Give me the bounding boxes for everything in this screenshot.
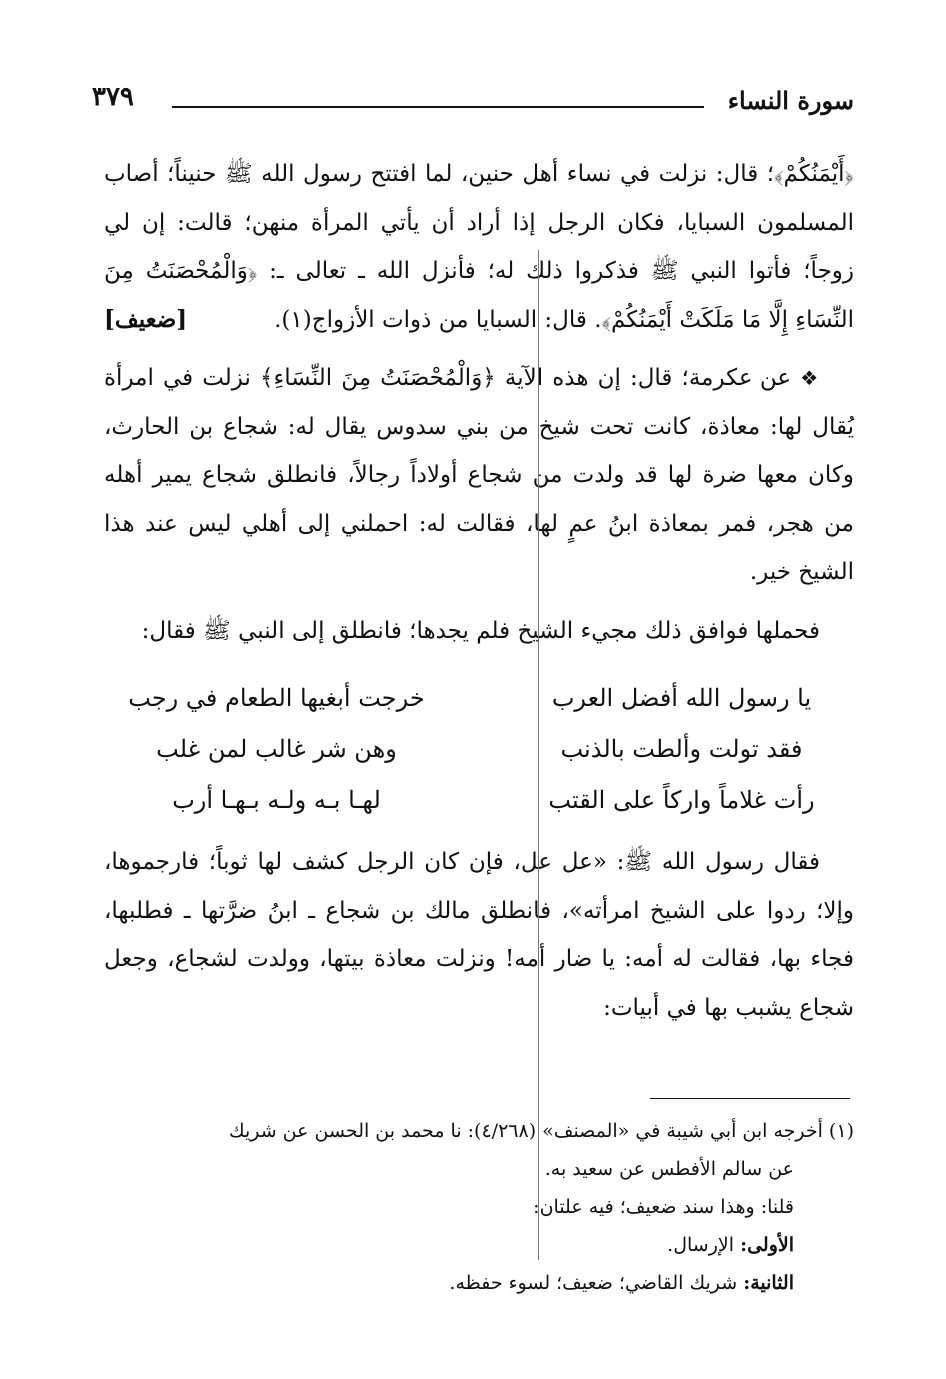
verse-first-hemistich: رأت غلاماً واركاً على القتب [548, 786, 815, 814]
page-number: ٣٧٩ [92, 82, 134, 112]
footnote-rule [650, 1098, 850, 1099]
paragraph-2-text: عن عكرمة؛ قال: إن هذه الآية ﴿وَالْمُحْصَنَتُ مِنَ النِّسَاءِ﴾ نزلت في امرأة يُقال لها: معاذة، كانت تحت شيخ من بني سدوس يقال له: شجاع بن الحارث، وكان معها ضرة لها قد ولدت من شجاع أولاداً رجالاً، فانطلق شجاع يمير أهله من هجر، فمر بمعاذة ابنُ عمٍ لها، فقالت له: احملني إلى أهلي ليس عند هذا الشيخ خير. [104, 365, 854, 585]
paragraph-4: فقال رسول الله ﷺ: «عل عل، فإن كان الرجل كشف لها ثوباً؛ فارجموها، وإلا؛ ردوا على الشيخ امرأته»، فانطلق مالك بن شجاع ـ ابنُ ضرَّتها ـ فطلبها، فجاء بها، فقالت له أمه: يا ضار أمه! ونزلت معاذة بيتها، وولدت لشجاع، وجعل شجاع يشبب بها في أبيات: [104, 849, 854, 1021]
first-cause-label: الأولى: [740, 1234, 794, 1256]
verse-line [104, 775, 854, 826]
verse-second-hemistich: خرجت أبغيها الطعام في رجب [128, 684, 425, 712]
verse-line [104, 724, 854, 775]
surah-title: سورة النساء [727, 86, 854, 115]
main-text [104, 150, 854, 1042]
grading-tag: [ضعيف] [104, 305, 188, 333]
verse-second-hemistich: وهن شر غالب لمن غلب [156, 735, 397, 763]
footnote-1-line-2: عن سالم الأفطس عن سعيد به. [544, 1158, 794, 1180]
verse-line [104, 673, 854, 724]
page-header [92, 82, 854, 122]
poem-verses [104, 673, 854, 826]
verse-second-hemistich: لهـا بـه ولـه بـهـا أرب [172, 786, 381, 814]
footnotes [104, 1112, 854, 1302]
paragraph-1 [104, 150, 854, 344]
second-cause-label: الثانية: [743, 1272, 794, 1294]
footnote-second-cause [104, 1264, 854, 1302]
paragraph-2 [104, 354, 854, 597]
page-fold-line [538, 250, 539, 1260]
header-rule [172, 106, 704, 108]
paragraph-3: فحملها فوافق ذلك مجيء الشيخ فلم يجدها؛ فانطلق إلى النبي ﷺ فقال: [141, 617, 820, 644]
verse-first-hemistich: يا رسول الله أفضل العرب [551, 684, 812, 712]
verse-first-hemistich: فقد تولت وألطت بالذنب [560, 735, 803, 763]
second-cause-text: شريك القاضي؛ ضعيف؛ لسوء حفظه. [449, 1272, 744, 1294]
first-cause-text: الإرسال. [667, 1234, 741, 1256]
diamond-marker-icon: ❖ [800, 366, 820, 390]
footnote-first-cause [104, 1226, 854, 1264]
paragraph-1-text: ﴿أَيْمَنُكُمْ﴾؛ قال: نزلت في نساء أهل حنين، لما افتتح رسول الله ﷺ حنيناً؛ أصاب المسلمون السبايا، فكان الرجل إذا أراد أن يأتي المرأة منهن؛ قالت: إن لي زوجاً؛ فأتوا النبي ﷺ فذكروا ذلك له؛ فأنزل الله ـ تعالى ـ: ﴿وَالْمُحْصَنَتُ مِنَ النِّسَاءِ إِلَّا مَا مَلَكَتْ أَيْمَنُكُمْ﴾. قال: السبايا من ذوات الأزواج(١). [104, 161, 854, 333]
footnote-1-line-1: (١) أخرجه ابن أبي شيبة في «المصنف» (٤/٢٦٨): نا محمد بن الحسن عن شريك [228, 1120, 854, 1142]
footnote-1-line-3: قلنا: وهذا سند ضعيف؛ فيه علتان: [533, 1196, 794, 1218]
